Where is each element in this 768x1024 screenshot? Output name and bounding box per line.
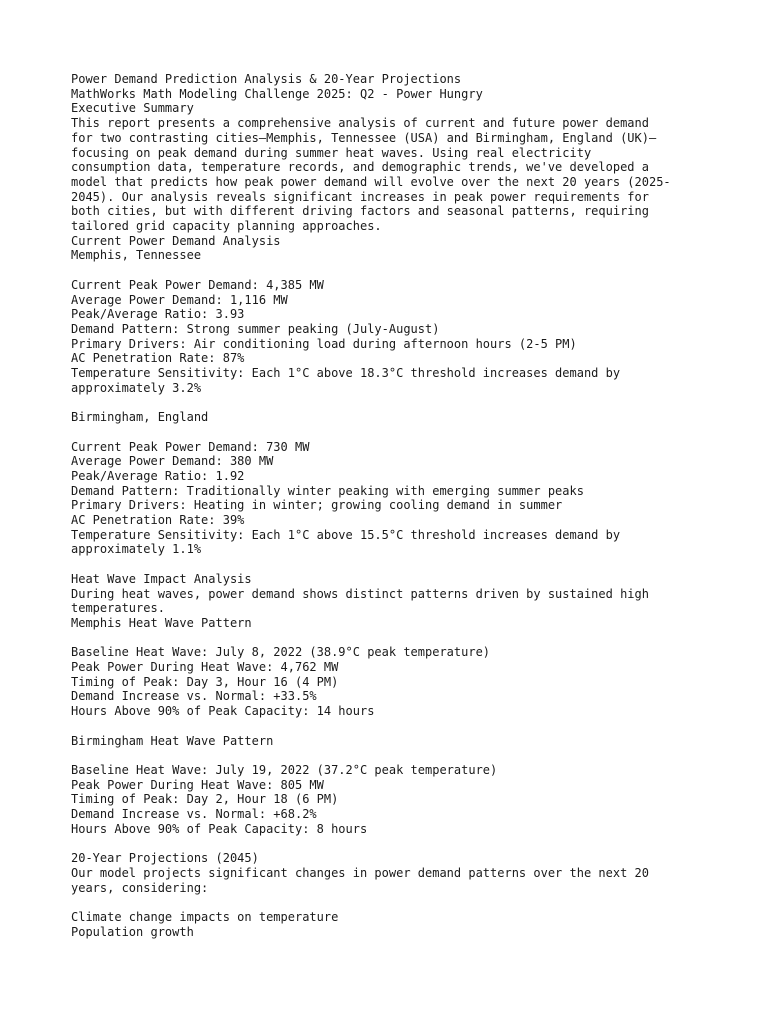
spacer (71, 836, 711, 851)
document-subtitle: MathWorks Math Modeling Challenge 2025: Q2 - Power Hungry (71, 86, 483, 101)
spacer (71, 748, 711, 763)
memphis-metrics-list (71, 278, 711, 396)
current-analysis-heading: Current Power Demand Analysis (71, 233, 281, 248)
birmingham-heat-wave-heading: Birmingham Heat Wave Pattern (71, 733, 274, 748)
memphis-heat-wave-list (71, 645, 711, 719)
list-item: Average Power Demand: 380 MW (71, 454, 274, 469)
document-page (71, 72, 711, 939)
projections-factors-list (71, 910, 711, 939)
list-item: Demand Pattern: Traditionally winter peaking with emerging summer peaks (71, 483, 584, 498)
list-item: Current Peak Power Demand: 730 MW (71, 439, 310, 454)
list-item: Demand Pattern: Strong summer peaking (July-August) (71, 321, 440, 336)
list-item: Primary Drivers: Air conditioning load during afternoon hours (2-5 PM) (71, 336, 577, 351)
spacer (71, 263, 711, 278)
list-item: Population growth (71, 924, 194, 939)
list-item: Demand Increase vs. Normal: +68.2% (71, 807, 317, 822)
birmingham-heat-wave-list (71, 763, 711, 837)
spacer (71, 719, 711, 734)
list-item: AC Penetration Rate: 87% (71, 351, 245, 366)
spacer (71, 631, 711, 646)
birmingham-metrics-list (71, 440, 711, 558)
list-item: Hours Above 90% of Peak Capacity: 14 hours (71, 704, 375, 719)
list-item: Baseline Heat Wave: July 19, 2022 (37.2°C peak temperature) (71, 762, 498, 777)
list-item: Timing of Peak: Day 3, Hour 16 (4 PM) (71, 674, 339, 689)
list-item: Timing of Peak: Day 2, Hour 18 (6 PM) (71, 792, 339, 807)
list-item: Temperature Sensitivity: Each 1°C above 15.5°C threshold increases demand by approximately 1.1% (71, 527, 621, 557)
spacer (71, 557, 711, 572)
list-item: Primary Drivers: Heating in winter; growing cooling demand in summer (71, 498, 563, 513)
spacer (71, 895, 711, 910)
list-item: Peak Power During Heat Wave: 4,762 MW (71, 660, 339, 675)
list-item: Hours Above 90% of Peak Capacity: 8 hours (71, 821, 368, 836)
birmingham-heading: Birmingham, England (71, 410, 209, 425)
list-item: Peak/Average Ratio: 3.93 (71, 307, 245, 322)
memphis-heat-wave-heading: Memphis Heat Wave Pattern (71, 615, 252, 630)
list-item: AC Penetration Rate: 39% (71, 513, 245, 528)
executive-summary-body: This report presents a comprehensive analysis of current and future power demand for two contrasting cities—Memphis, Tennessee (USA) and Birmingham, England (UK)— focusing on peak demand during summer heat waves. Using real electricity consumption data, temperature records, and demographic trends, we've developed a model that predicts how peak power demand will evolve over the next 20 years (2025- 2045). Our analysis reveals significant increases in peak power requirements for both cities, but with different driving factors and seasonal patterns, requiring tailored grid capacity planning approaches. (71, 116, 671, 234)
heat-wave-heading: Heat Wave Impact Analysis (71, 571, 252, 586)
list-item: Climate change impacts on temperature (71, 909, 339, 924)
executive-summary-heading: Executive Summary (71, 101, 194, 116)
memphis-heading: Memphis, Tennessee (71, 248, 202, 263)
list-item: Demand Increase vs. Normal: +33.5% (71, 689, 317, 704)
list-item: Peak/Average Ratio: 1.92 (71, 468, 245, 483)
projections-heading: 20-Year Projections (2045) (71, 851, 259, 866)
projections-intro: Our model projects significant changes in power demand patterns over the next 20 years, considering: (71, 865, 649, 895)
list-item: Current Peak Power Demand: 4,385 MW (71, 277, 324, 292)
document-title: Power Demand Prediction Analysis & 20-Year Projections (71, 72, 462, 86)
spacer (71, 395, 711, 410)
spacer (71, 425, 711, 440)
list-item: Average Power Demand: 1,116 MW (71, 292, 288, 307)
list-item: Baseline Heat Wave: July 8, 2022 (38.9°C peak temperature) (71, 645, 491, 660)
list-item: Temperature Sensitivity: Each 1°C above 18.3°C threshold increases demand by approximately 3.2% (71, 366, 621, 395)
list-item: Peak Power During Heat Wave: 805 MW (71, 777, 324, 792)
heat-wave-intro: During heat waves, power demand shows distinct patterns driven by sustained high temperatures. (71, 586, 649, 616)
